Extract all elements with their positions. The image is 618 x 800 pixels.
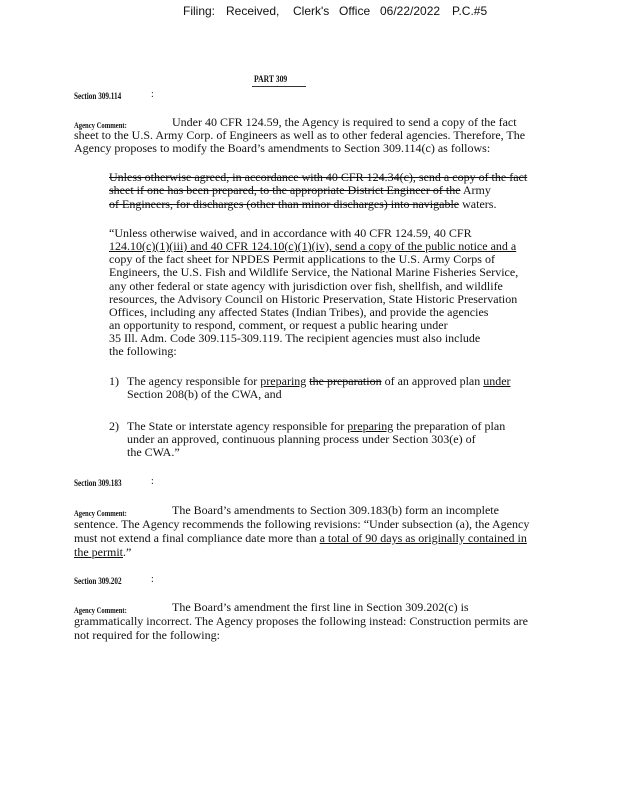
s202-line-3: not required for the following: <box>74 628 220 642</box>
s202-line-1: The Board’s amendment the first line in Section 309.202(c) is <box>172 600 469 614</box>
section-309-114-label: Section 309.114 <box>74 91 122 101</box>
section-309-183-colon: : <box>151 476 154 487</box>
part-title-underline <box>252 86 306 87</box>
s114-struck-line-2: sheet if one has been prepared, to the appropriate District Engineer of the Army <box>109 183 491 197</box>
s114-quote-line-4: Engineers, the U.S. Fish and Wildlife Service, the National Marine Fisheries Service, <box>109 265 519 279</box>
item-1-line-2: Section 208(b) of the CWA, and <box>127 387 282 401</box>
s202-line-2: grammatically incorrect. The Agency proposes the following instead: Construction permits are <box>74 614 528 628</box>
s114-quote-line-7: Offices, including any affected States (Indian Tribes), and provide the agencies <box>109 305 489 319</box>
s183-line-2: sentence. The Agency recommends the following revisions: “Under subsection (a), the Agency <box>74 517 530 531</box>
item-2-line-3: the CWA.” <box>127 445 180 459</box>
header-office: Office <box>339 4 371 18</box>
section-309-202-colon: : <box>151 574 154 585</box>
s183-line-3: must not extend a final compliance date more than a total of 90 days as originally contained in <box>74 531 527 545</box>
s114-struck-line-1: Unless otherwise agreed, in accordance with 40 CFR 124.34(c), send a copy of the fact <box>109 170 528 184</box>
item-2-line-1: The State or interstate agency responsible for preparing the preparation of plan <box>127 419 506 433</box>
s114-quote-line-10: the following: <box>109 344 177 358</box>
s114-quote-line-6: resources, the Advisory Council on Historic Preservation, State Historic Preservation <box>109 292 518 306</box>
s183-line-4: the permit.” <box>74 545 132 559</box>
s114-para-line-1: Under 40 CFR 124.59, the Agency is required to send a copy of the fact <box>172 115 517 129</box>
s114-para-line-3: Agency proposes to modify the Board’s amendments to Section 309.114(c) as follows: <box>74 141 491 155</box>
s114-para-line-2: sheet to the U.S. Army Corp. of Engineers as well as to other federal agencies. Therefore, The <box>74 128 526 142</box>
s114-quote-line-3: copy of the fact sheet for NPDES Permit applications to the U.S. Army Corps of <box>109 252 495 266</box>
header-date: 06/22/2022 <box>380 4 441 18</box>
header-received: Received, <box>226 4 280 18</box>
part-title: PART 309 <box>254 74 288 84</box>
item-2-line-2: under an approved, continuous planning process under Section 303(e) of <box>127 432 476 446</box>
s114-quote-line-9: 35 Ill. Adm. Code 309.115-309.119. The recipient agencies must also include <box>109 331 481 345</box>
item-1-line-1: The agency responsible for preparing the preparation of an approved plan under <box>127 374 511 388</box>
item-1-number: 1) <box>109 374 119 388</box>
agency-comment-label: Agency Comment: <box>74 605 127 615</box>
s114-quote-line-2: 124.10(c)(1)(iii) and 40 CFR 124.10(c)(1)(iv), send a copy of the public notice and a <box>109 239 517 253</box>
header-clerks: Clerk's <box>293 4 330 18</box>
s183-line-1: The Board’s amendments to Section 309.183(b) form an incomplete <box>172 503 499 517</box>
section-309-183-label: Section 309.183 <box>74 478 122 488</box>
section-309-114-colon: : <box>151 89 154 100</box>
header-pc: P.C.#5 <box>452 4 488 18</box>
s114-quote-line-5: any other federal or state agency with jurisdiction over fish, shellfish, and wildlife <box>109 279 503 293</box>
s114-quote-line-8: an opportunity to respond, comment, or request a public hearing under <box>109 318 448 332</box>
header-filing: Filing: <box>183 4 216 18</box>
agency-comment-label: Agency Comment: <box>74 120 127 130</box>
item-2-number: 2) <box>109 419 119 433</box>
agency-comment-label: Agency Comment: <box>74 508 127 518</box>
s114-struck-line-3: of Engineers, for discharges (other than minor discharges) into navigable waters. <box>109 197 497 211</box>
section-309-202-label: Section 309.202 <box>74 576 122 586</box>
s114-quote-line-1: “Unless otherwise waived, and in accordance with 40 CFR 124.59, 40 CFR <box>109 226 472 240</box>
